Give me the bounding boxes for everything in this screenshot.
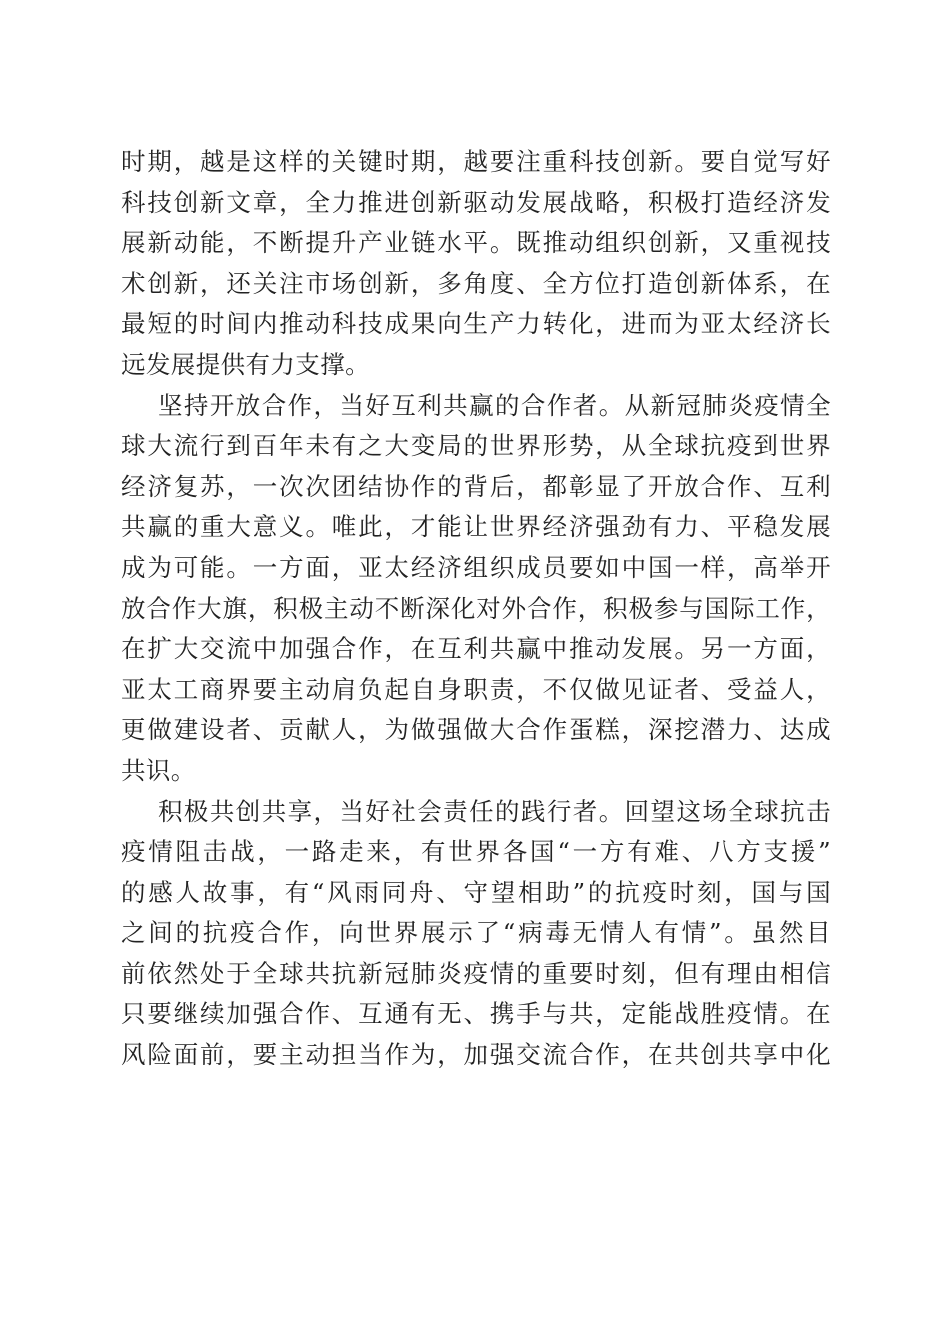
text-line: 经济复苏，一次次团结协作的背后，都彰显了开放合作、互利: [121, 471, 831, 501]
text-line: 疫情阻击战，一路走来，有世界各国“一方有难、八方支援”: [121, 837, 831, 867]
text-line: 积极共创共享，当好社会责任的践行者。回望这场全球抗击: [158, 796, 831, 826]
text-line: 共赢的重大意义。唯此，才能让世界经济强劲有力、平稳发展: [121, 512, 831, 542]
text-line: 的感人故事，有“风雨同舟、守望相助”的抗疫时刻，国与国: [121, 877, 831, 907]
text-line: 风险面前，要主动担当作为，加强交流合作，在共创共享中化: [121, 1040, 831, 1070]
text-line: 最短的时间内推动科技成果向生产力转化，进而为亚太经济长: [121, 309, 831, 339]
text-line: 更做建设者、贡献人，为做强做大合作蛋糕，深挖潜力、达成: [121, 715, 831, 745]
text-line: 坚持开放合作，当好互利共赢的合作者。从新冠肺炎疫情全: [158, 390, 831, 420]
text-line: 之间的抗疫合作，向世界展示了“病毒无情人有情”。虽然目: [121, 918, 831, 948]
document-body: [121, 142, 831, 1076]
text-line: 展新动能，不断提升产业链水平。既推动组织创新，又重视技: [121, 228, 831, 258]
text-line: 球大流行到百年未有之大变局的世界形势，从全球抗疫到世界: [121, 431, 831, 461]
text-line: 前依然处于全球共抗新冠肺炎疫情的重要时刻，但有理由相信: [121, 958, 831, 988]
text-line: 亚太工商界要主动肩负起自身职责，不仅做见证者、受益人，: [121, 674, 831, 704]
text-line: 只要继续加强合作、互通有无、携手与共，定能战胜疫情。在: [121, 999, 831, 1029]
text-line: 成为可能。一方面，亚太经济组织成员要如中国一样，高举开: [121, 552, 831, 582]
text-line: 术创新，还关注市场创新，多角度、全方位打造创新体系，在: [121, 268, 831, 298]
text-line: 共识。: [121, 755, 196, 785]
text-line: 放合作大旗，积极主动不断深化对外合作，积极参与国际工作，: [121, 593, 831, 623]
text-line: 远发展提供有力支撑。: [121, 349, 370, 379]
text-line: 在扩大交流中加强合作，在互利共赢中推动发展。另一方面，: [121, 634, 831, 664]
text-line: 时期，越是这样的关键时期，越要注重科技创新。要自觉写好: [121, 147, 831, 176]
text-line: 科技创新文章，全力推进创新驱动发展战略，积极打造经济发: [121, 187, 831, 217]
